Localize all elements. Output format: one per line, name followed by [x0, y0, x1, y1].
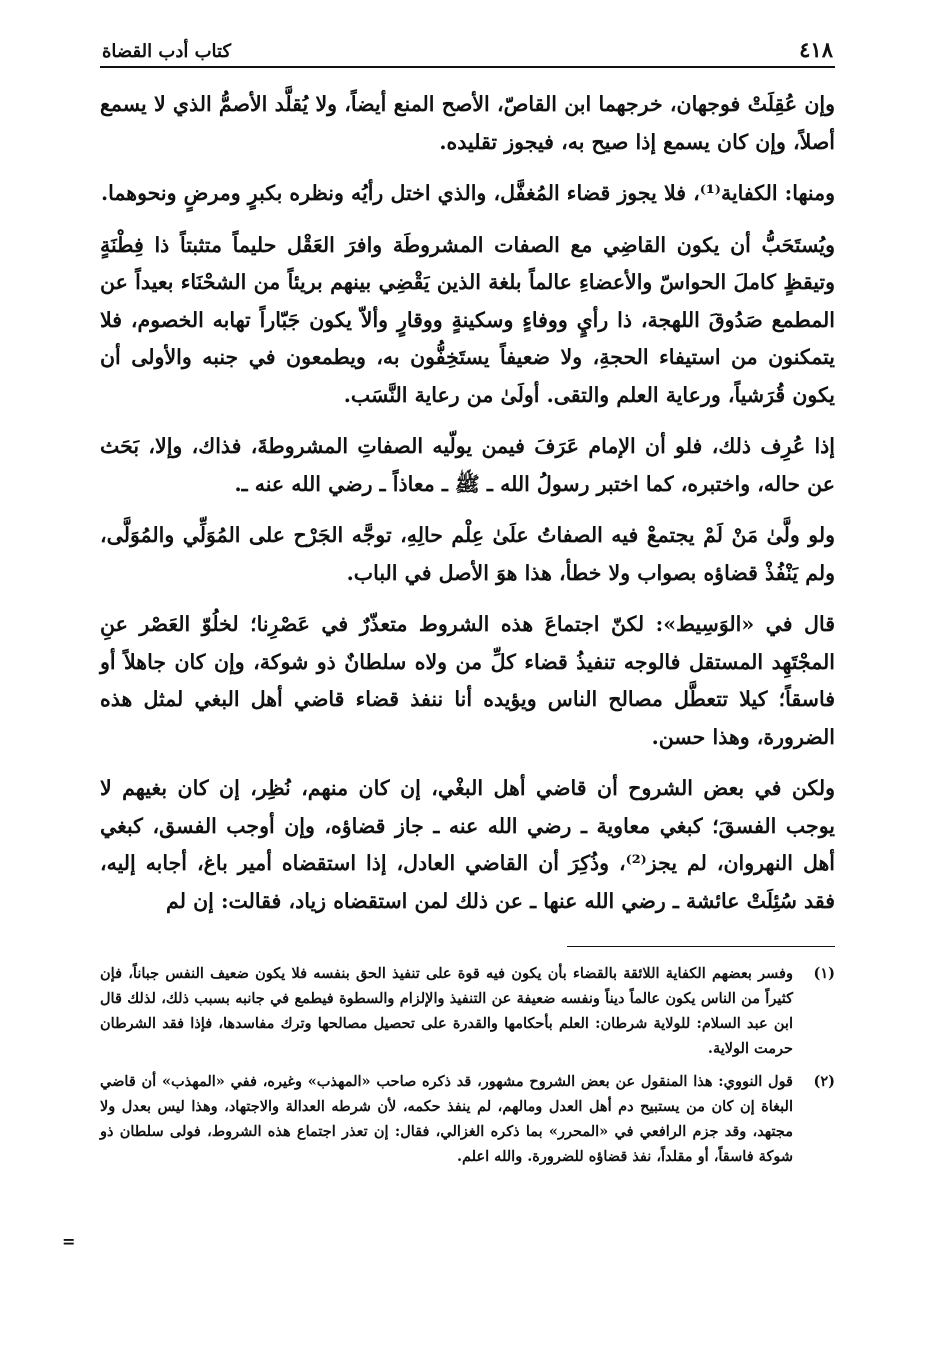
paragraph: ويُستَحَبُّ أن يكون القاضِي مع الصفات المشروطَة وافرَ العَقْل حليماً متثبتاً ذا فِطْنَةٍ وتيقظٍ كاملَ الحواسّ والأعضاءِ عالماً بلغة الذين يَقْضِي بينهم بريئاً من الشحْنَاء بعيداً عن المطمع صَدُوقَ اللهجة، ذا رأيٍ ووفاءٍ وسكينةٍ ووقارٍ وألاّ يكون جَبّاراً تهابه الخصوم، فلا يتمكنون من استيفاء الحجةِ، ولا ضعيفاً يستَخِفُّون به، ويطمعون في جنبه والأولى أن يكون قُرَشياً، ورعاية العلم والتقى. أولَىٰ من رعاية النَّسَب. — [100, 232, 835, 407]
footnote-text: قول النووي: هذا المنقول عن بعض الشروح مشهور، قد ذكره صاحب «المهذب» وغيره، ففي «المهذب» أن قاضي البغاة إن كان من يستبيح دم أهل العدل ومالهم، لم ينفذ حكمه، لأن شرطه العدالة والاجتهاد، وهذا ليس بعدل ولا مجتهد، وقد جزم الرافعي في «المحرر» بما ذكره الغزالي، فقال: إن تعذر اجتماع هذه الشروط، فولى سلطان ذو شوكة فاسقاً، أو مقلداً، نفذ قضاؤه للضرورة. والله اعلم. — [100, 1073, 794, 1165]
book-page — [100, 28, 835, 1177]
running-header — [100, 28, 835, 68]
footnotes — [100, 961, 835, 1169]
footnote — [100, 961, 835, 1061]
paragraph: ولو ولَّىٰ مَنْ لَمْ يجتمعْ فيه الصفاتُ علَىٰ عِلْم حالِهِ، توجَّه الجَرْح على المُوَلِّي والمُوَلَّى، ولم يَنْفُذْ قضاؤه بصواب ولا خطأ، هذا هوَ الأصل في الباب. — [100, 523, 835, 585]
footnote-number: (١) — [813, 965, 835, 982]
main-text — [100, 86, 835, 920]
paragraph: ومنها: الكفاية⁽¹⁾، فلا يجوز قضاء المُغفَّل، والذي اختل رأيُه ونظره بكبرٍ ومرضٍ ونحوهما. — [101, 181, 835, 205]
footnote-divider — [567, 946, 835, 947]
book-title: كتاب أدب القضاة — [102, 41, 232, 62]
paragraph: وإن عُقِلَتْ فوجهان، خرجهما ابن القاصّ، الأصح المنع أيضاً، ولا يُقلَّد الأصمُّ الذي لا يسمع أصلاً، وإن كان يسمع إذا صيح به، فيجوز تقليده. — [100, 92, 835, 154]
footnote-text: وفسر بعضهم الكفاية اللائقة بالقضاء بأن يكون فيه قوة على تنفيذ الحق بنفسه فلا يكون ضعيف النفس جباناً، فإن كثيراً من الناس يكون عالماً ديناً ونفسه ضعيفة عن التنفيذ والإلزام والسطوة فيطمع في جانبه بسبب ذلك، لذلك قال ابن عبد السلام: للولاية شرطان: العلم بأحكامها والقدرة على تحصيل مصالحها وترك مفاسدها، فإذا فقد الشرطان حرمت الولاية. — [100, 965, 793, 1057]
paragraph: ولكن في بعض الشروح أن قاضي أهل البغْي، إن كان منهم، نُظِر، إن كان بغيهم لا يوجب الفسقَ؛ كبغي معاوية ـ رضي الله عنه ـ جاز قضاؤه، وإن أوجب الفسق، كبغي أهل النهروان، لم يجز⁽²⁾، وذُكِرَ أن القاضي العادل، إذا استقضاه أمير باغ، أجابه إليه، فقد سُئِلَتْ عائشة ـ رضي الله عنها ـ عن ذلك لمن استقضاه زياد، فقالت: إن لم — [100, 776, 835, 913]
end-mark: = — [62, 1232, 76, 1251]
footnote-number: (٢) — [813, 1073, 835, 1090]
paragraph: قال في «الوَسِيط»: لكنّ اجتماعَ هذه الشروط متعذّرٌ في عَصْرِنا؛ لخلُوّ العَصْر عنِ المجْتَهِد المستقل فالوجه تنفيذُ قضاء كلِّ من ولاه سلطانٌ ذو شوكة، وإن كان جاهلاً أو فاسقاً؛ كيلا تتعطَّل مصالح الناس ويؤيده أنا ننفذ قضاء قاضي أهل البغي لمثل هذه الضرورة، وهذا حسن. — [100, 612, 835, 749]
paragraph: إذا عُرِف ذلك، فلو أن الإمام عَرَفَ فيمن يولّيه الصفاتِ المشروطةَ، فذاك، وإلا، بَحَث عن حاله، واختبره، كما اختبر رسولُ الله ـ ﷺ ـ معاذاً ـ رضي الله عنه ـ. — [100, 434, 835, 496]
footnote — [100, 1069, 835, 1169]
page-number: ٤١٨ — [799, 37, 833, 62]
